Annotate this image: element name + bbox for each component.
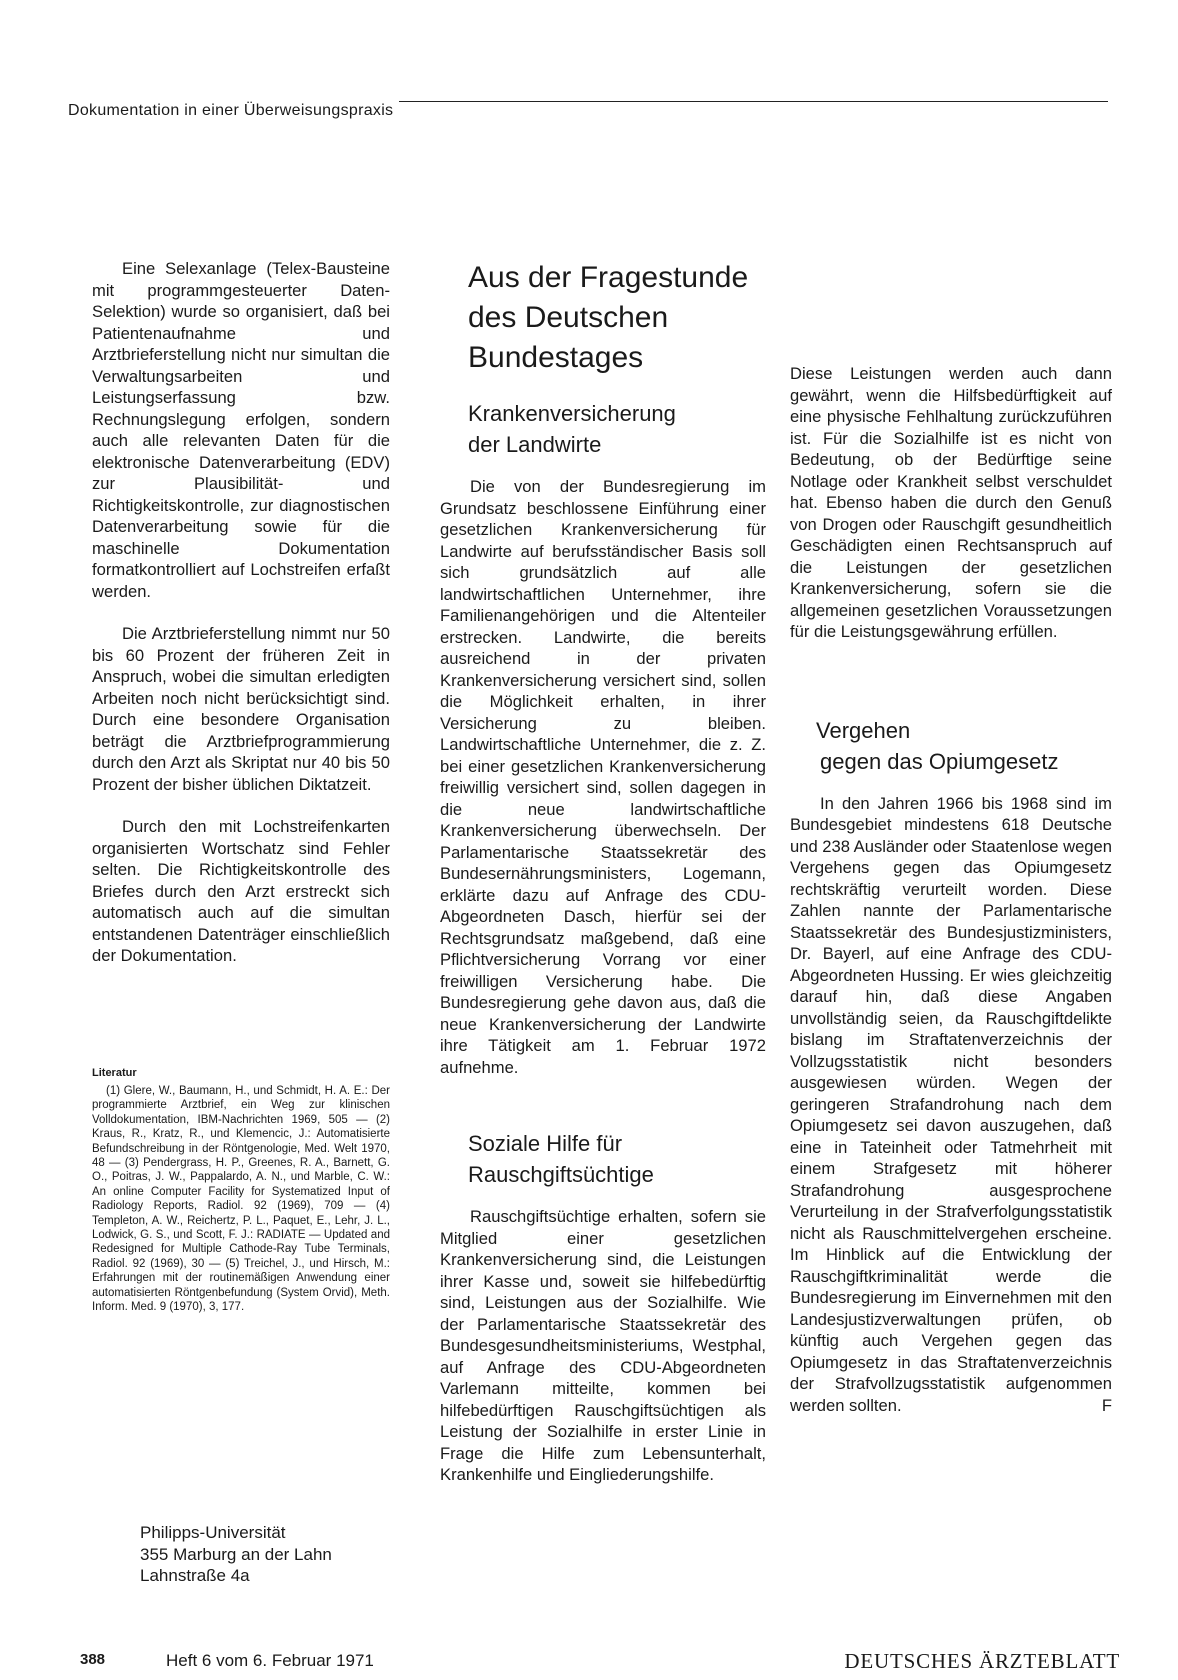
- paragraph: Rauschgiftsüchtige erhalten, sofern sie Mitglied einer gesetzlichen Krankenversicherung sind, die Leistungen ihrer Kasse und, soweit sie hilfebedürftig sind, Leistungen aus der Sozialhilfe. Wie der Parlamentarische Staatssekretär des Bundesgesundheitsministeriums, Westphal, auf Anfrage des CDU-Abgeordneten Varlemann mitteilte, kommen bei hilfebedürftigen Rauschgiftsüchtigen als Leistung der Sozialhilfe in erster Linie in Frage die Hilfe zum Lebensunterhalt, Krankenhilfe und Eingliederungshilfe.: [440, 1207, 766, 1484]
- footer: [80, 1651, 1120, 1677]
- section-title-opiumgesetz: Vergehen gegen das Opiumgesetz: [816, 717, 1059, 774]
- paragraph: Die von der Bundesregierung im Grundsatz beschlossene Einführung einer gesetzlichen Krankenversicherung für Landwirte auf berufsständischer Basis soll sich grundsätzlich auf alle landwirtschaftlichen Unternehmer, ihre Familienangehörigen und die Altenteiler erstrecken. Landwirte, die bereits ausreichend in der privaten Krankenversicherung versichert sind, sollen die Möglichkeit erhalten, in ihrer Versicherung zu bleiben. Landwirtschaftliche Unternehmer, die z. Z. bei einer gesetzlichen Krankenversicherung freiwillig versichert sind, sollen dagegen in die neue landwirtschaftliche Krankenversicherung überwechseln. Der Parlamentarische Staatssekretär des Bundesernährungsministers, Logemann, erklärte dazu auf Anfrage des CDU-Abgeordneten Dasch, hierfür sei der Rechtsgrundsatz maßgebend, daß eine Pflichtversicherung Vorrang vor einer freiwilligen Versicherung habe. Die Bundesregierung gehe davon aus, daß die neue Krankenversicherung der Landwirte ihre Tätigkeit am 1. Februar 1972 aufnehme.: [440, 477, 766, 1077]
- address-line: 355 Marburg an der Lahn: [140, 1544, 332, 1564]
- address-line: Philipps-Universität: [140, 1523, 286, 1542]
- paragraph: Durch den mit Lochstreifenkarten organisierten Wortschatz sind Fehler selten. Die Richtigkeitskontrolle des Briefes durch den Arzt erstreckt sich automatisch auch auf die simultan entstandenen Datenträger einschließlich der Dokumentation.: [92, 817, 390, 965]
- references: (1) Glere, W., Baumann, H., und Schmidt, H. A. E.: Der programmierte Arztbrief, ein Weg zur klinischen Volldokumentation, IBM-Nachrichten 1969, 505 — (2) Kraus, R., Kratz, R., und Klemencic, J.: Automatisierte Befundschreibung in der Röntgenologie, Med. Welt 1970, 48 — (3) Pendergrass, H. P., Greenes, R. A., Barnett, G. O., Poitras, J. W., Pappalardo, A. N., und Marble, C. W.: An online Computer Facility for Systematized Input of Radiology Reports, Radiol. 92 (1969), 709 — (4) Templeton, A. W., Reichertz, P. L., Paquet, E., Lehr, J. L., Lodwick, G. S., und Scott, F. J.: RADIATE — Updated and Redesigned for Multiple Cathode-Ray Tube Terminals, Radiol. 92 (1969), 30 — (5) Treichel, J., und Hirsch, M.: Erfahrungen mit der routinemäßigen Anwendung einer automatisierten Röntgenbefundung (System Orvid), Meth. Inform. Med. 9 (1970), 3, 177.: [92, 1085, 390, 1314]
- literature-heading: Literatur: [92, 1066, 137, 1079]
- running-head: [68, 96, 1108, 120]
- journal-name: DEUTSCHES ÄRZTEBLATT: [844, 1649, 1120, 1673]
- section-title-krankenversicherung: Krankenversicherung der Landwirte: [468, 401, 676, 457]
- left-column: [92, 258, 390, 1315]
- address-line: Lahnstraße 4a: [140, 1566, 250, 1585]
- middle-column: [440, 258, 766, 1486]
- author-address: [140, 1522, 332, 1587]
- section-title-soziale-hilfe: Soziale Hilfe für Rauschgiftsüchtige: [468, 1131, 654, 1187]
- running-head-text: Dokumentation in einer Überweisungspraxis: [68, 102, 394, 119]
- article-title: Aus der Fragestunde des Deutschen Bundestages: [468, 261, 749, 374]
- right-column: [790, 363, 1112, 1416]
- paragraph: Diese Leistungen werden auch dann gewährt, wenn die Hilfsbedürftigkeit auf eine physische Fehlhaltung zurückzuführen ist. Für die Sozialhilfe ist es nicht von Bedeutung, ob der Bedürftige seine Notlage oder Krankheit selbst verschuldet hat. Ebenso haben die durch den Genuß von Drogen oder Rauschgift gesundheitlich Geschädigten einen Rechtsanspruch auf die Leistungen der gesetzlichen Krankenversicherung, sofern sie die allgemeinen gesetzlichen Voraussetzungen für die Leistungsgewährung erfüllen.: [790, 364, 1112, 641]
- page-number: 388: [80, 1651, 106, 1668]
- running-head-rule: [399, 101, 1108, 102]
- end-mark: F: [1101, 1395, 1112, 1415]
- paragraph: In den Jahren 1966 bis 1968 sind im Bundesgebiet mindestens 618 Deutsche und 238 Ausländer oder Staatenlose wegen Vergehens gegen das Opiumgesetz rechtskräftig verurteilt worden. Diese Zahlen nannte der Parlamentarische Staatssekretär des Bundesjustizministers, Dr. Bayerl, auf eine Anfrage des CDU-Abgeordneten Hussing. Er wies gleichzeitig darauf hin, daß diese Angaben unvollständig seien, da Rauschgiftdelikte bislang im Straftatenverzeichnis der Vollzugsstatistik nicht besonders ausgewiesen würden. Wegen der geringeren Strafandrohung nach dem Opiumgesetz sei davon auszugehen, daß eine in Tateinheit oder Tatmehrheit mit einem Strafgesetz mit höherer Strafandrohung ausgesprochene Verurteilung in der Strafverfolgungsstatistik nicht als Rauschmittelvergehen erscheine. Im Hinblick auf die Entwicklung der Rauschgiftkriminalität werde die Bundesregierung im Einvernehmen mit den Landesjustizverwaltungen prüfen, ob künftig auch Vergehen gegen das Opiumgesetz in das Straftatenverzeichnis der Strafvollzugsstatistik aufgenommen werden sollten. F: [790, 793, 1112, 1415]
- issue-info: Heft 6 vom 6. Februar 1971: [166, 1651, 374, 1670]
- paragraph: Die Arztbrieferstellung nimmt nur 50 bis 60 Prozent der früheren Zeit in Anspruch, wobei die simultan erledigten Arbeiten noch nicht berücksichtigt sind. Durch eine besondere Organisation beträgt die Arztbriefprogrammierung durch den Arzt als Skriptat nur 40 bis 50 Prozent der bisher üblichen Diktatzeit.: [92, 624, 390, 794]
- paragraph: Eine Selexanlage (Telex-Bausteine mit programmgesteuerter Daten-Selektion) wurde so organisiert, daß bei Patientenaufnahme und Arztbrieferstellung nicht nur simultan die Verwaltungsarbeiten und Leistungserfassung bzw. Rechnungslegung erfolgen, sondern auch alle relevanten Daten für die elektronische Datenverarbeitung (EDV) zur Plausibilität- und Richtigkeitskontrolle, zur diagnostischen Datenverarbeitung sowie für die maschinelle Dokumentation formatkontrolliert auf Lochstreifen erfaßt werden.: [92, 259, 390, 601]
